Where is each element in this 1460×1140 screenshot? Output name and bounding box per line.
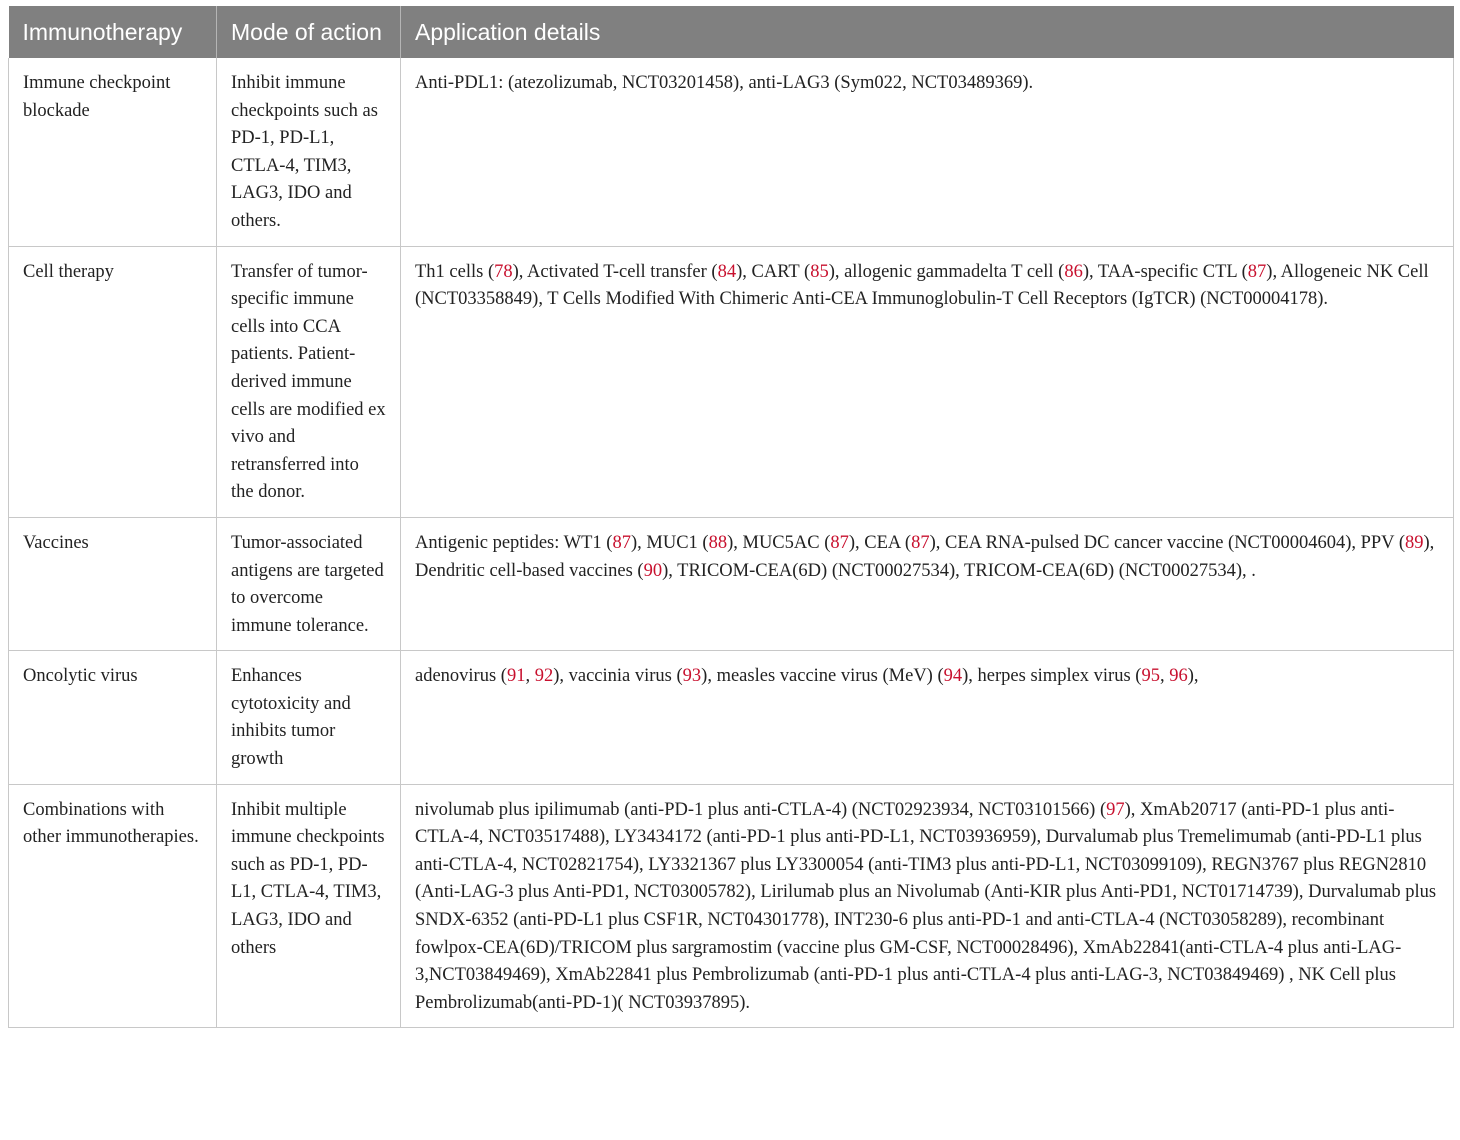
details-text: ), measles vaccine virus (MeV) ( bbox=[701, 666, 944, 687]
mode-cell: Transfer of tumor-specific immune cells into CCA patients. Patient-derived immune cells are modified ex vivo and retransferred into the donor. bbox=[217, 246, 401, 517]
details-text: ), allogenic gammadelta T cell ( bbox=[828, 261, 1065, 282]
reference-link[interactable]: 97 bbox=[1106, 799, 1125, 820]
details-text: ), MUC1 ( bbox=[630, 532, 709, 553]
details-cell bbox=[401, 246, 1454, 517]
reference-link[interactable]: 87 bbox=[830, 532, 849, 553]
details-cell bbox=[401, 58, 1454, 246]
details-text: ), MUC5AC ( bbox=[727, 532, 831, 553]
details-text: ), TRICOM-CEA(6D) (NCT00027534), TRICOM-CEA(6D) (NCT00027534), . bbox=[662, 560, 1256, 581]
reference-link[interactable]: 78 bbox=[494, 261, 513, 282]
details-text: ), TAA-specific CTL ( bbox=[1082, 261, 1248, 282]
reference-link[interactable]: 85 bbox=[810, 261, 829, 282]
therapy-cell: Immune checkpoint blockade bbox=[9, 58, 217, 246]
details-text: nivolumab plus ipilimumab (anti-PD-1 plus anti-CTLA-4) (NCT02923934, NCT03101566) ( bbox=[415, 799, 1107, 820]
therapy-cell: Oncolytic virus bbox=[9, 651, 217, 784]
header-row bbox=[9, 6, 1454, 58]
details-text: Th1 cells ( bbox=[415, 261, 495, 282]
mode-cell: Inhibit immune checkpoints such as PD-1, PD-L1, CTLA-4, TIM3, LAG3, IDO and others. bbox=[217, 58, 401, 246]
details-text: adenovirus ( bbox=[415, 666, 507, 687]
reference-link[interactable]: 95 bbox=[1141, 666, 1160, 687]
details-text: ), CEA ( bbox=[848, 532, 912, 553]
reference-link[interactable]: 84 bbox=[717, 261, 737, 282]
reference-link[interactable]: 93 bbox=[682, 666, 702, 687]
mode-cell: Inhibit multiple immune checkpoints such as PD-1, PD-L1, CTLA-4, TIM3, LAG3, IDO and others bbox=[217, 784, 401, 1028]
table-row bbox=[9, 784, 1454, 1028]
mode-cell: Enhances cytotoxicity and inhibits tumor growth bbox=[217, 651, 401, 784]
details-text: ), CART ( bbox=[736, 261, 811, 282]
details-text: ), Allogeneic NK Cell (NCT03358849), T Cells Modified With Chimeric Anti-CEA Immunoglobulin-T Cell Receptors (IgTCR) (NCT00004178). bbox=[415, 261, 1429, 310]
table-row bbox=[9, 517, 1454, 650]
details-text: ), Dendritic cell-based vaccines ( bbox=[415, 532, 1435, 581]
table-row bbox=[9, 651, 1454, 784]
mode-cell: Tumor-associated antigens are targeted to overcome immune tolerance. bbox=[217, 517, 401, 650]
reference-link[interactable]: 92 bbox=[534, 666, 554, 687]
table-row bbox=[9, 246, 1454, 517]
reference-link[interactable]: 94 bbox=[943, 666, 963, 687]
reference-link[interactable]: 87 bbox=[612, 532, 631, 553]
reference-link[interactable]: 89 bbox=[1405, 532, 1424, 553]
details-text: Anti-PDL1: (atezolizumab, NCT03201458), anti-LAG3 (Sym022, NCT03489369). bbox=[415, 73, 1034, 93]
reference-link[interactable]: 87 bbox=[1247, 261, 1267, 282]
therapy-cell: Vaccines bbox=[9, 517, 217, 650]
details-text: ), XmAb20717 (anti-PD-1 plus anti-CTLA-4, NCT03517488), LY3434172 (anti-PD-1 plus anti-PD-L1, NCT03936959), Durvalumab plus Tremelimumab (anti-PD-L1 plus anti-CTLA-4, NCT02821754), LY3321367 plus LY3300054 (anti-TIM3 plus anti-PD-L1, NCT03099109), REGN3767 plus REGN2810 (Anti-LAG-3 plus Anti-PD1, NCT03005782), Lirilumab plus an Nivolumab (Anti-KIR plus Anti-PD1, NCT01714739), Durvalumab plus SNDX-6352 (anti-PD-L1 plus CSF1R, NCT04301778), INT230-6 plus anti-PD-1 and anti-CTLA-4 (NCT03058289), recombinant fowlpox-CEA(6D)/TRICOM plus sargramostim (vaccine plus GM-CSF, NCT00028496), XmAb22841(anti-CTLA-4 plus anti-LAG-3,NCT03849469), XmAb22841 plus Pembrolizumab (anti-PD-1 plus anti-CTLA-4 plus anti-LAG-3, NCT03849469) , NK Cell plus Pembrolizumab(anti-PD-1)( NCT03937895). bbox=[415, 799, 1437, 1013]
header-application-details: Application details bbox=[401, 6, 1454, 58]
details-text: ), Activated T-cell transfer ( bbox=[512, 261, 718, 282]
immunotherapy-table bbox=[8, 6, 1454, 1028]
details-cell bbox=[401, 784, 1454, 1028]
details-text: ), bbox=[1187, 666, 1199, 687]
details-text: ), CEA RNA-pulsed DC cancer vaccine (NCT00004604), PPV ( bbox=[929, 532, 1405, 553]
therapy-cell: Cell therapy bbox=[9, 246, 217, 517]
reference-link[interactable]: 86 bbox=[1064, 261, 1083, 282]
details-text: Antigenic peptides: WT1 ( bbox=[415, 532, 613, 553]
details-text: ), vaccinia virus ( bbox=[553, 666, 683, 687]
reference-link[interactable]: 96 bbox=[1169, 666, 1188, 687]
details-cell bbox=[401, 651, 1454, 784]
details-text: , bbox=[1159, 666, 1170, 687]
therapy-cell: Combinations with other immunotherapies. bbox=[9, 784, 217, 1028]
reference-link[interactable]: 91 bbox=[506, 666, 526, 687]
reference-link[interactable]: 87 bbox=[911, 532, 930, 553]
table-row bbox=[9, 58, 1454, 246]
details-text: ), herpes simplex virus ( bbox=[962, 666, 1142, 687]
reference-link[interactable]: 88 bbox=[708, 532, 728, 553]
reference-link[interactable]: 90 bbox=[643, 560, 663, 581]
details-text: , bbox=[525, 666, 535, 687]
header-immunotherapy: Immunotherapy bbox=[9, 6, 217, 58]
details-cell bbox=[401, 517, 1454, 650]
header-mode-of-action: Mode of action bbox=[217, 6, 401, 58]
